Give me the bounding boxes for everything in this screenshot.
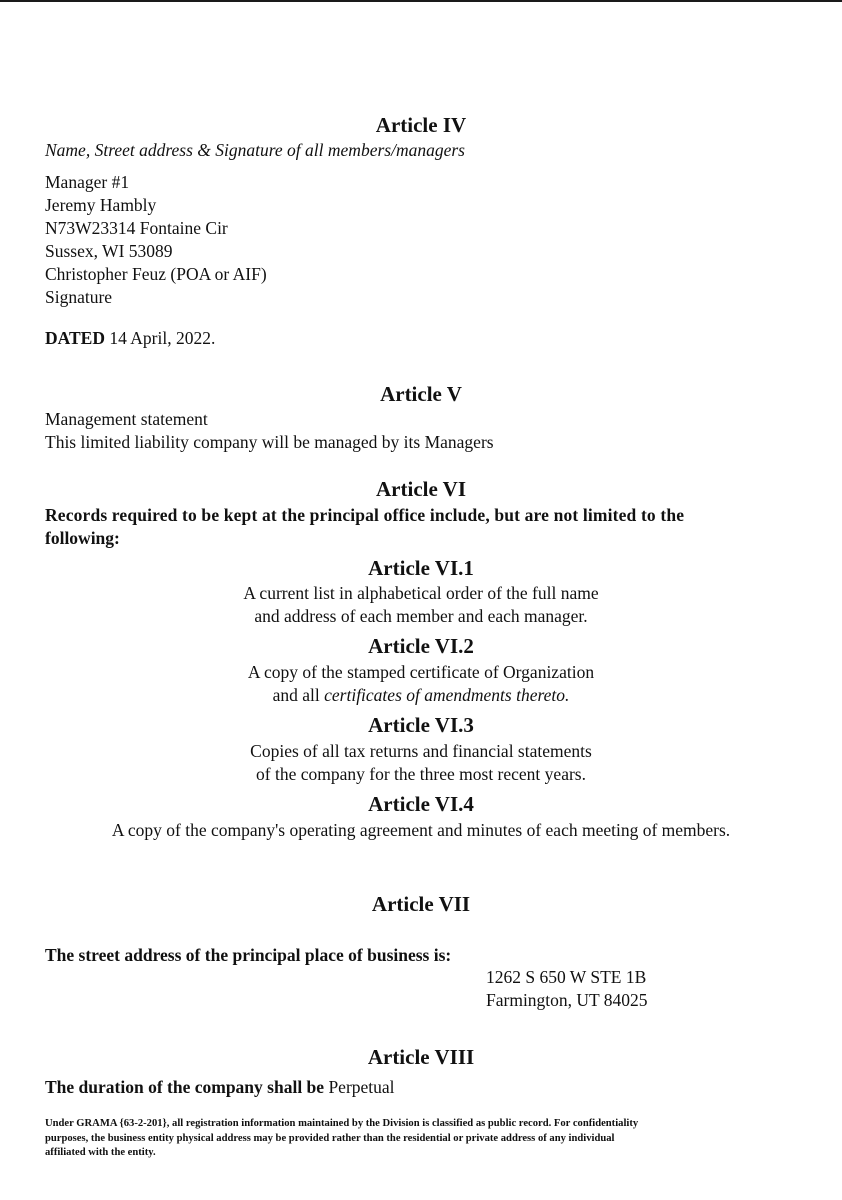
article-vi-intro-line2: following: [45,528,120,548]
duration-line [45,1076,395,1099]
article-vi-2-line2-plain: and all [272,685,325,705]
dated-line [45,327,215,350]
article-vi-1-line1: A current list in alphabetical order of the full name [243,583,599,603]
manager-signatory: Christopher Feuz (POA or AIF) [45,264,267,284]
manager-name: Jeremy Hambly [45,195,157,215]
principal-address [486,966,648,1012]
article-vi-2-line1: A copy of the stamped certificate of Organization [247,662,595,682]
grama-notice-line3: affiliated with the entity. [45,1147,156,1158]
duration-label: The duration of the company shall be [45,1077,325,1097]
article-vi-1-line2: and address of each member and each manager. [254,606,588,626]
article-iv-heading: Article IV [375,113,467,137]
manager-street: N73W23314 Fontaine Cir [45,218,228,238]
article-vi-2-heading: Article VI.2 [368,634,474,658]
article-vii-heading: Article VII [371,892,471,916]
dated-value: 14 April, 2022. [109,328,216,348]
top-rule [0,0,842,2]
manager-block [45,171,267,309]
grama-notice-line2: purposes, the business entity physical address may be provided rather than the residential or private address of any individual [45,1132,615,1144]
principal-address-city: Farmington, UT 84025 [486,990,648,1010]
management-statement-text: This limited liability company will be managed by its Managers [45,432,494,452]
grama-notice-line1: Under GRAMA {63-2-201}, all registration information maintained by the Division is classified as public record. For confidentiality [45,1118,639,1129]
principal-address-street: 1262 S 650 W STE 1B [486,967,647,987]
article-vi-2-line2-italic: certificates of amendments thereto. [324,685,570,705]
article-vi-2-line2 [0,684,842,707]
management-statement-title: Management statement [45,409,208,429]
manager-city-state: Sussex, WI 53089 [45,241,173,261]
grama-notice [45,1117,638,1161]
article-vi-1-heading: Article VI.1 [368,556,474,580]
article-v-heading: Article V [380,382,462,406]
article-vi-3-line1: Copies of all tax returns and financial statements [250,741,592,761]
article-vi-3-heading: Article VI.3 [368,713,474,737]
article-vi-4-line1: A copy of the company's operating agreement and minutes of each meeting of members. [111,820,731,840]
article-iv-subtitle: Name, Street address & Signature of all members/managers [45,140,465,160]
article-vi-3-line2: of the company for the three most recent years. [256,764,586,784]
manager-signature-label: Signature [45,287,113,307]
article-viii-heading: Article VIII [367,1045,475,1069]
management-statement [45,408,494,454]
article-vi-intro-line1: Records required to be kept at the principal office include, but are not limited to the [45,505,685,525]
duration-value: Perpetual [328,1077,395,1097]
article-vi-4-heading: Article VI.4 [368,792,474,816]
article-vi-heading: Article VI [376,477,466,501]
manager-number: Manager #1 [45,172,130,192]
principal-address-label: The street address of the principal place of business is: [45,945,452,965]
dated-label: DATED [45,328,105,348]
